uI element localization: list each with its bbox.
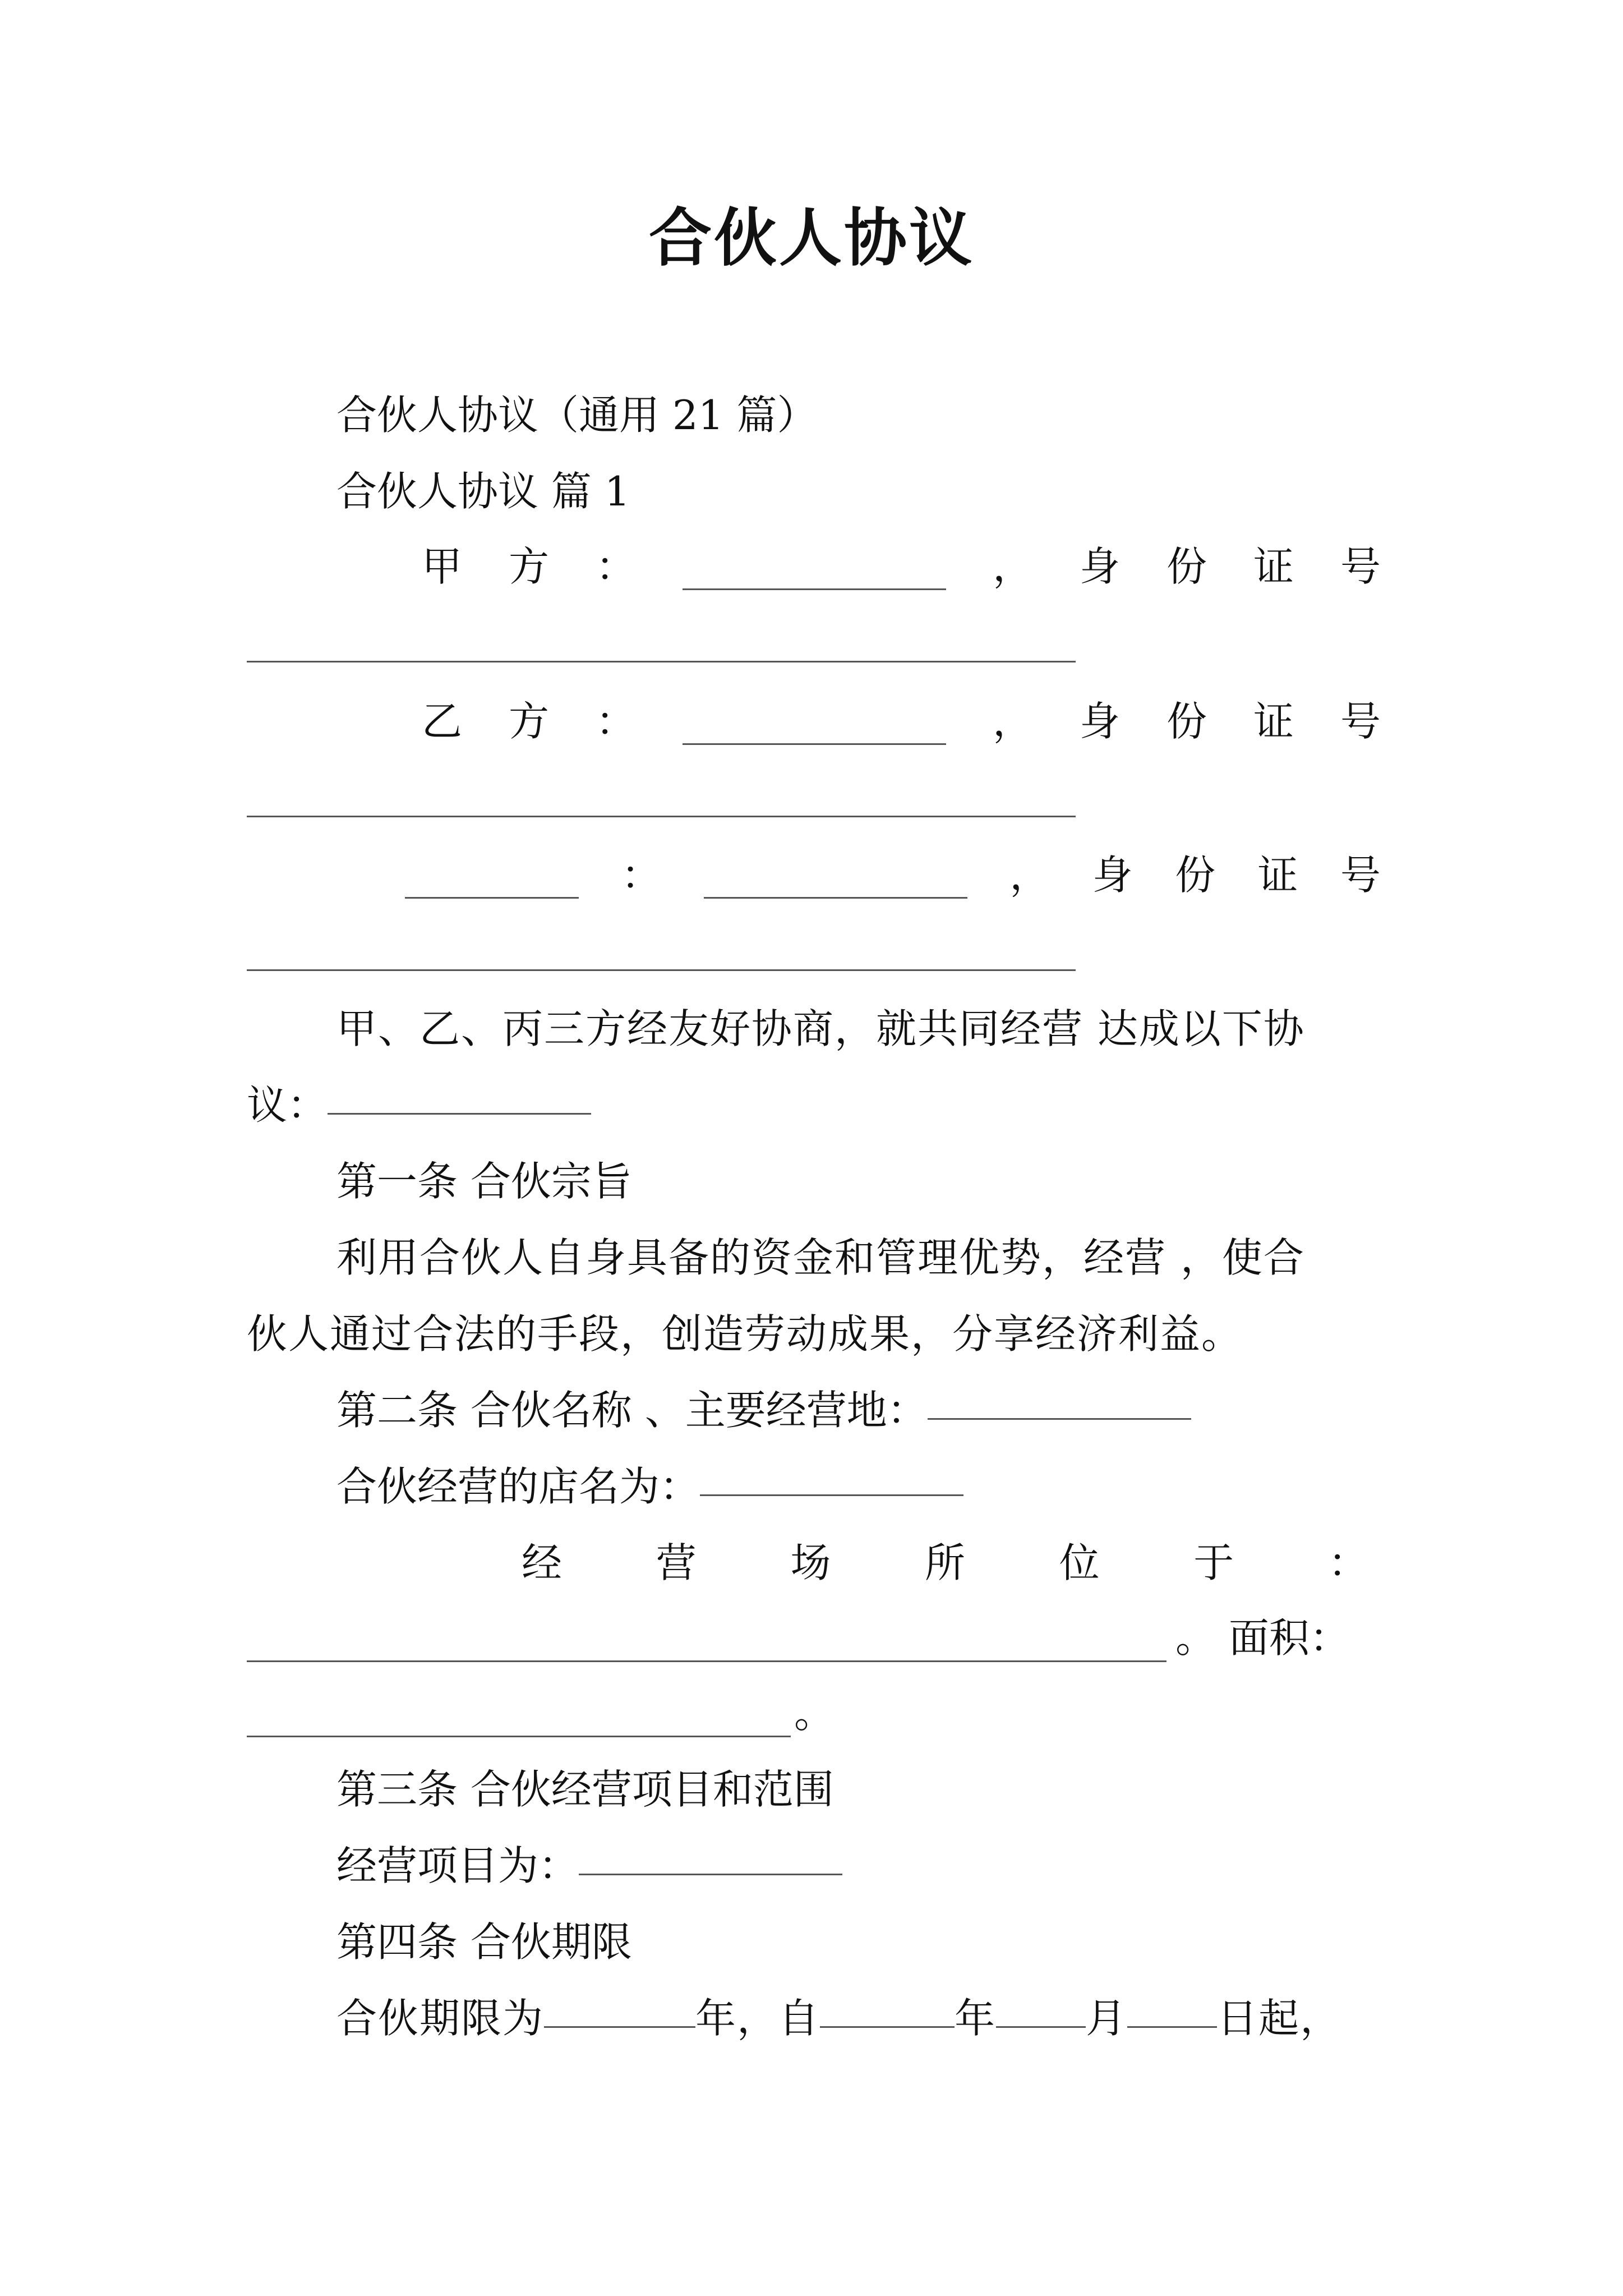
article-3-title: 第三条 合伙经营项目和范围 xyxy=(336,1766,834,1813)
party-b-name-blank xyxy=(683,743,946,745)
start-year-blank xyxy=(820,2026,955,2028)
party-a-name-blank xyxy=(683,588,946,590)
business-items-line: 经营项目为： xyxy=(336,1838,842,1894)
party-a-id-blank xyxy=(247,661,1076,662)
location-blank xyxy=(247,1660,1166,1662)
subtitle: 合伙人协议（通用 21 篇） xyxy=(336,392,818,439)
article-1-line-2: 伙人通过合法的手段，创造劳动成果，分享经济利益。 xyxy=(247,1310,1243,1358)
business-items-blank xyxy=(579,1874,842,1875)
term-years-blank xyxy=(544,2026,695,2028)
area-blank xyxy=(247,1736,791,1737)
party-c-label-blank xyxy=(405,897,579,899)
party-b-id-blank xyxy=(247,816,1076,817)
article-1-line-1: 利用合伙人自身具备的资金和管理优势，经营 ，使合 xyxy=(336,1234,1305,1281)
area-label: 。 面积： xyxy=(1175,1614,1350,1662)
shop-name-blank xyxy=(700,1494,963,1496)
intro-blank xyxy=(328,1113,591,1115)
party-c-name-blank xyxy=(704,897,967,899)
main-location-blank xyxy=(928,1418,1191,1420)
party-a-line: 甲 方 ： ， 身 份 证 号 xyxy=(422,543,1381,590)
intro-line-2: 议： xyxy=(247,1077,591,1133)
intro-line-1: 甲、乙、丙三方经友好协商，就共同经营 达成以下协 xyxy=(336,1005,1305,1052)
shop-name-line: 合伙经营的店名为： xyxy=(336,1458,963,1515)
party-c-line: ： ， 身 份 证 号 xyxy=(405,847,1381,903)
party-c-id-blank xyxy=(247,969,1076,971)
section-heading: 合伙人协议 篇 1 xyxy=(336,468,630,515)
term-line: 合伙期限为 年，自 年 月 日起， xyxy=(336,1995,1342,2042)
start-day-blank xyxy=(1127,2026,1217,2028)
area-end: 。 xyxy=(794,1690,835,1737)
document-title: 合伙人协议 xyxy=(649,201,974,275)
party-b-line: 乙 方 ： ， 身 份 证 号 xyxy=(422,698,1381,745)
article-2-title: 第二条 合伙名称 、主要经营地： xyxy=(336,1382,1191,1438)
article-1-title: 第一条 合伙宗旨 xyxy=(336,1158,632,1205)
start-month-blank xyxy=(996,2026,1086,2028)
location-line: 经 营 场 所 位 于 ： xyxy=(522,1539,1368,1586)
article-4-title: 第四条 合伙期限 xyxy=(336,1918,632,1966)
